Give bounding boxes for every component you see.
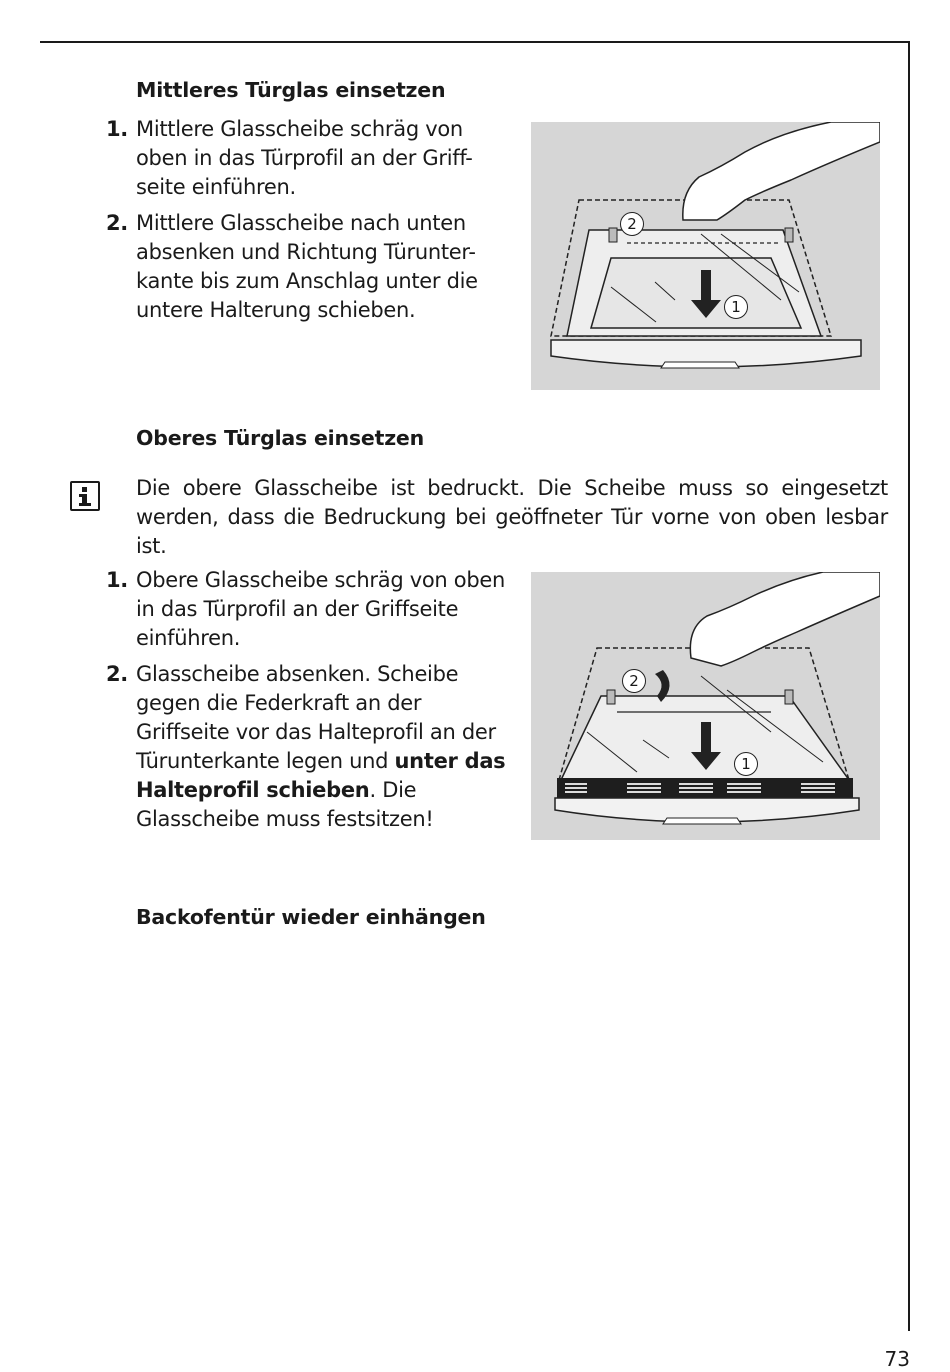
steps-middle-glass <box>106 115 516 332</box>
figure-upper-glass <box>531 572 880 840</box>
heading-middle-glass: Mittleres Türglas einsetzen <box>136 78 446 102</box>
door-glass-illustration <box>531 122 880 390</box>
step-text: Mittlere Glasscheibe nach unten absenken und Richtung Türunter-kante bis zum Anschlag unter die untere Halterung schieben. <box>136 211 478 322</box>
heading-upper-glass: Oberes Türglas einsetzen <box>136 426 425 450</box>
callout-2: 2 <box>622 669 646 693</box>
figure-middle-glass <box>531 122 880 390</box>
step-text: Obere Glasscheibe schräg von oben in das Türprofil an der Griffseite einführen. <box>136 568 506 650</box>
callout-2: 2 <box>620 212 644 236</box>
step-text-emphasis: unter das Halteprofil schieben <box>136 749 506 802</box>
step-number: 2. <box>106 211 128 235</box>
info-icon <box>70 481 100 511</box>
right-rule <box>908 41 910 1331</box>
door-glass-illustration <box>531 572 880 840</box>
steps-upper-glass <box>106 566 516 841</box>
callout-1: 1 <box>724 295 748 319</box>
step-number: 1. <box>106 117 128 141</box>
step-text <box>136 660 516 834</box>
list-item <box>106 566 516 653</box>
top-rule <box>40 41 910 43</box>
step-number: 2. <box>106 662 128 686</box>
step-text-part: . Die Glasscheibe muss festsitzen! <box>136 778 434 831</box>
list-item <box>106 209 516 325</box>
list-item <box>106 115 516 202</box>
page-number: 73 <box>884 1347 910 1371</box>
step-text: Mittlere Glasscheibe schräg von oben in das Türprofil an der Griff-seite einführen. <box>136 117 473 199</box>
step-text-part: Glasscheibe absenken. Scheibe gegen die Federkraft an der Griffseite vor das Halteprofil an der Türunterkante legen und <box>136 662 496 773</box>
heading-rehang-door: Backofentür wieder einhängen <box>136 905 486 929</box>
step-number: 1. <box>106 568 128 592</box>
callout-1: 1 <box>734 752 758 776</box>
list-item <box>106 660 516 834</box>
info-note: Die obere Glasscheibe ist bedruckt. Die Scheibe muss so eingesetzt werden, dass die Bedruckung bei geöffneter Tür vorne von oben lesbar ist. <box>136 476 888 558</box>
